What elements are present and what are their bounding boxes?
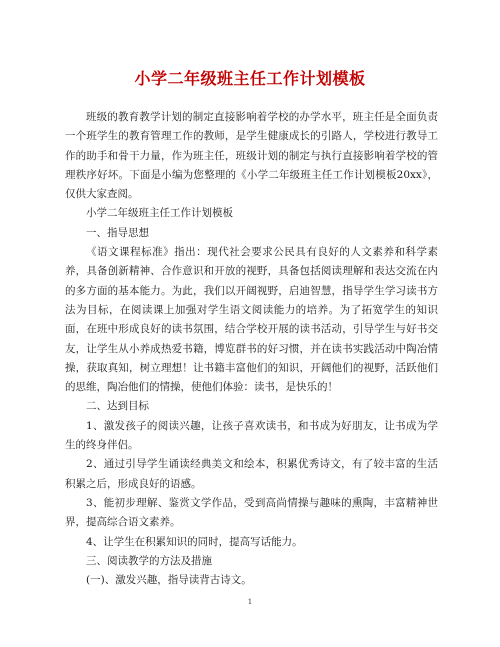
document-title: 小学二年级班主任工作计划模板 [134,69,366,88]
section-heading-methods: 三、阅读教学的方法及措施 [86,554,212,567]
section-heading-goals: 二、达到目标 [86,400,149,413]
method-item-1: (一)、激发兴趣，指导读背古诗文。 [86,574,252,587]
section-heading-guiding-ideology: 一、指导思想 [86,226,149,239]
subtitle-line: 小学二年级班主任工作计划模板 [86,207,233,220]
guiding-ideology-paragraph: 《语文课程标准》指出：现代社会要求公民具有良好的人文素养和科学素养，具备创新精神、合作意识和开放的视野，具备包括阅读理解和表达交流在内的多方面的基本能力。为此，我们以开阔视野，启迪智慧，指导学生学习读书方法为目标，在阅读课上加强对学生语文阅读能力的培养。为了拓宽学生的知识面，在班中形成良好的读书氛围，结合学校开展的读书活动，引导学生与好书交友，让学生从小养成热爱书籍，博览群书的好习惯，并在读书实践活动中陶冶情操，获取真知，树立理想！让书籍丰富他们的知识，开阔他们的视野，活跃他们的思维，陶冶他们的情操，使他们体验：读书，是快乐的！ [65,246,438,394]
intro-paragraph: 班级的教育教学计划的制定直接影响着学校的办学水平，班主任是全面负责一个班学生的教育管理工作的教师，是学生健康成长的引路人，学校进行教导工作的助手和骨干力量，作为班主任，班级计划的制定与执行直接影响着学校的管理秩序好坏。下面是小编为您整理的《小学二年级班主任工作计划模板20xx》，仅供大家查阅。 [65,111,438,201]
goal-item-4: 4、让学生在积累知识的同时，提高写话能力。 [86,535,303,548]
goal-item-2: 2、通过引导学生诵读经典美文和绘本，积累优秀诗文，有了较丰富的生活积累之后，形成良好的语感。 [65,458,438,490]
goal-item-1: 1、激发孩子的阅读兴趣，让孩子喜欢读书，和书成为好朋友，让书成为学生的终身伴侣。 [65,419,438,452]
page-number: 1 [247,598,253,606]
document-body [65,108,438,590]
goal-item-3: 3、能初步理解、鉴赏文学作品，受到高尚情操与趣味的熏陶，丰富精神世界，提高综合语文素养。 [65,496,438,529]
